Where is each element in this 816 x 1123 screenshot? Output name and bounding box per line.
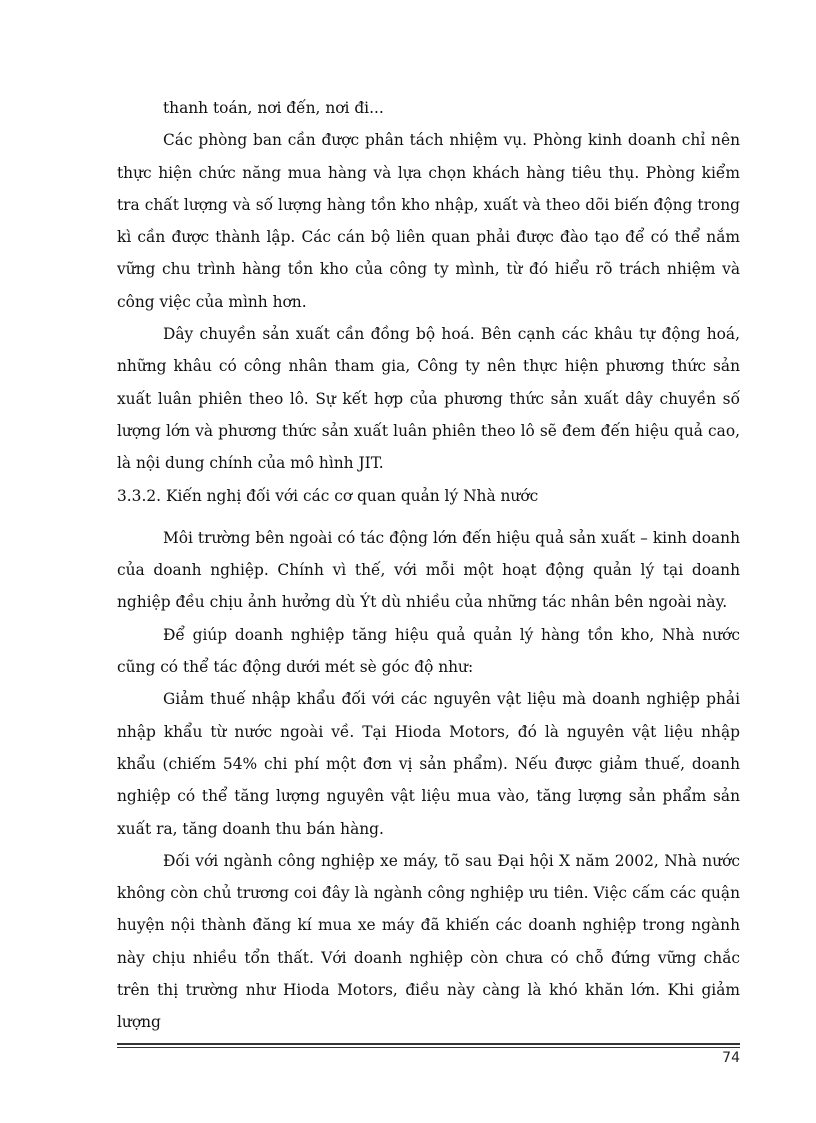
paragraph-import-tax: Giảm thuế nhập khẩu đối với các nguyên vật liệu mà doanh nghiệp phải nhập khẩu từ nước ngoài về. Tại Hioda Motors, đó là nguyên vật liệu nhập khẩu (chiếm 54% chi phí một đơn vị sản phẩm). Nếu được giảm thuế, doanh nghiệp có thể tăng lượng nguyên vật liệu mua vào, tăng lượng sản phẩm sản xuất ra, tăng doanh thu bán hàng. xyxy=(117,690,740,838)
paragraph-department-separation: Các phòng ban cần được phân tách nhiệm vụ. Phòng kinh doanh chỉ nên thực hiện chức năng mua hàng và lựa chọn khách hàng tiêu thụ. Phòng kiểm tra chất lượng và số lượng hàng tồn kho nhập, xuất và theo dõi biến động trong kì cần được thành lập. Các cán bộ liên quan phải được đào tạo để có thể nắm vững chu trình hàng tồn kho của công ty mình, từ đó hiểu rõ trách nhiệm và công việc của mình hơn. xyxy=(117,131,740,311)
body-text xyxy=(117,92,740,1039)
footer-rule-thin xyxy=(117,1047,740,1048)
paragraph-external-environment: Môi trường bên ngoài có tác động lớn đến hiệu quả sản xuất – kinh doanh của doanh nghiệp. Chính vì thế, với mỗi một hoạt động quản lý tại doanh nghiệp đều chịu ảnh hưởng dù Ýt dù nhiều của những tác nhân bên ngoài này. xyxy=(117,528,740,612)
section-heading-wrap xyxy=(117,480,740,512)
paragraph-motorbike-industry: Đối với ngành công nghiệp xe máy, tõ sau Đại hội X năm 2002, Nhà nước không còn chủ trương coi đây là ngành công nghiệp ưu tiên. Việc cấm các quận huyện nội thành đăng kí mua xe máy đã khiến các doanh nghiệp trong ngành này chịu nhiều tổn thất. Với doanh nghiệp còn chưa có chỗ đứng vững chắc trên thị trường như Hioda Motors, điều này càng là khó khăn lớn. Khi giảm lượng xyxy=(117,851,740,1032)
paragraph-state-support: Để giúp doanh nghiệp tăng hiệu quả quản lý hàng tồn kho, Nhà nước cũng có thể tác động dưới mét sè góc độ như: xyxy=(117,625,740,677)
paragraph-production-line: Dây chuyền sản xuất cần đồng bộ hoá. Bên cạnh các khâu tự động hoá, những khâu có công nhân tham gia, Công ty nên thực hiện phương thức sản xuất luân phiên theo lô. Sự kết hợp của phương thức sản xuất dây chuyền số lượng lớn và phương thức sản xuất luân phiên theo lô sẽ đem đến hiệu quả cao, là nội dung chính của mô hình JIT. xyxy=(117,325,740,473)
paragraph-continuation: thanh toán, nơi đến, nơi đi... xyxy=(163,99,384,117)
section-heading: 3.3.2. Kiến nghị đối với các cơ quan quản lý Nhà nước xyxy=(117,486,539,505)
page-number: 74 xyxy=(722,1050,740,1066)
footer-rule-thick xyxy=(117,1043,740,1045)
